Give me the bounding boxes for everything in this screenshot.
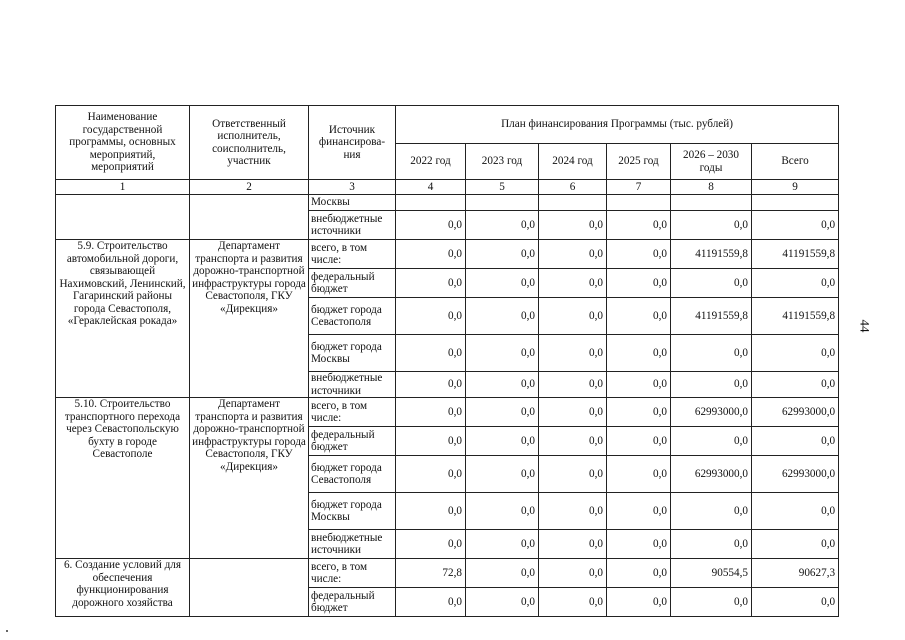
value-cell: 0,0 bbox=[539, 456, 607, 493]
header-year: 2024 год bbox=[539, 144, 607, 180]
source-cell: федеральный бюджет bbox=[309, 269, 396, 298]
program-name-cell: 5.9. Строительство автомобильной дороги, связывающей Нахимовский, Ленинский, Гагаринский районы города Севастополя, «Гераклейская рокада» bbox=[56, 240, 190, 398]
value-cell: 0,0 bbox=[607, 240, 671, 269]
empty-cell bbox=[671, 195, 752, 211]
value-cell: 0,0 bbox=[607, 493, 671, 530]
header-program-name: Наименование государственной программы, основных мероприятий, мероприятий bbox=[56, 106, 190, 180]
value-cell: 72,8 bbox=[396, 559, 466, 588]
value-cell: 62993000,0 bbox=[752, 456, 839, 493]
continuation-source: Москвы bbox=[309, 195, 396, 211]
value-cell: 0,0 bbox=[396, 588, 466, 617]
value-cell: 0,0 bbox=[396, 530, 466, 559]
column-number: 8 bbox=[671, 180, 752, 195]
executor-cell: Департамент транспорта и развития дорожно-транспортной инфраструктуры города Севастополя, ГКУ «Дирекция» bbox=[190, 398, 309, 559]
value-cell: 0,0 bbox=[539, 240, 607, 269]
empty-cell bbox=[396, 195, 466, 211]
value-cell: 0,0 bbox=[539, 298, 607, 335]
value-cell: 0,0 bbox=[466, 530, 539, 559]
continuation-source: внебюджетные источники bbox=[309, 211, 396, 240]
value-cell: 0,0 bbox=[752, 372, 839, 398]
source-cell: внебюджетные источники bbox=[309, 372, 396, 398]
value-cell: 0,0 bbox=[466, 427, 539, 456]
continuation-row bbox=[56, 195, 839, 211]
value-cell: 0,0 bbox=[396, 372, 466, 398]
empty-cell bbox=[466, 195, 539, 211]
value-cell: 41191559,8 bbox=[752, 240, 839, 269]
value-cell: 0,0 bbox=[396, 493, 466, 530]
value-cell: 0,0 bbox=[671, 269, 752, 298]
table-row bbox=[56, 398, 839, 427]
value-cell: 0,0 bbox=[539, 269, 607, 298]
value-cell: 0,0 bbox=[607, 269, 671, 298]
value-cell: 0,0 bbox=[671, 588, 752, 617]
value-cell: 0,0 bbox=[607, 559, 671, 588]
value-cell: 0,0 bbox=[671, 372, 752, 398]
source-cell: федеральный бюджет bbox=[309, 588, 396, 617]
column-number: 9 bbox=[752, 180, 839, 195]
source-cell: федеральный бюджет bbox=[309, 427, 396, 456]
value-cell: 0,0 bbox=[752, 530, 839, 559]
header-row bbox=[56, 106, 839, 144]
value-cell: 0,0 bbox=[466, 298, 539, 335]
value-cell: 41191559,8 bbox=[752, 298, 839, 335]
value-cell: 0,0 bbox=[466, 559, 539, 588]
value-cell: 0,0 bbox=[671, 211, 752, 240]
scan-speck bbox=[6, 630, 8, 632]
empty-cell bbox=[607, 195, 671, 211]
value-cell: 90554,5 bbox=[671, 559, 752, 588]
value-cell: 0,0 bbox=[752, 427, 839, 456]
header-plan: План финансирования Программы (тыс. рублей) bbox=[396, 106, 839, 144]
source-cell: бюджет города Москвы bbox=[309, 493, 396, 530]
value-cell: 0,0 bbox=[539, 211, 607, 240]
value-cell: 62993000,0 bbox=[752, 398, 839, 427]
value-cell: 0,0 bbox=[607, 335, 671, 372]
value-cell: 0,0 bbox=[539, 427, 607, 456]
value-cell: 0,0 bbox=[607, 372, 671, 398]
continuation-row bbox=[56, 211, 839, 240]
financing-table bbox=[55, 105, 839, 617]
value-cell: 0,0 bbox=[396, 456, 466, 493]
value-cell: 0,0 bbox=[607, 211, 671, 240]
table-row bbox=[56, 559, 839, 588]
value-cell: 0,0 bbox=[466, 240, 539, 269]
source-cell: всего, в том числе: bbox=[309, 240, 396, 269]
source-cell: бюджет города Москвы bbox=[309, 335, 396, 372]
column-number: 3 bbox=[309, 180, 396, 195]
value-cell: 0,0 bbox=[466, 493, 539, 530]
value-cell: 0,0 bbox=[466, 588, 539, 617]
table-row bbox=[56, 240, 839, 269]
continuation-empty-cell bbox=[190, 211, 309, 240]
value-cell: 0,0 bbox=[396, 211, 466, 240]
value-cell: 62993000,0 bbox=[671, 456, 752, 493]
value-cell: 0,0 bbox=[607, 530, 671, 559]
value-cell: 0,0 bbox=[539, 398, 607, 427]
value-cell: 0,0 bbox=[396, 269, 466, 298]
value-cell: 0,0 bbox=[752, 493, 839, 530]
value-cell: 0,0 bbox=[607, 427, 671, 456]
value-cell: 0,0 bbox=[396, 398, 466, 427]
header-year: 2025 год bbox=[607, 144, 671, 180]
executor-cell: Департамент транспорта и развития дорожно-транспортной инфраструктуры города Севастополя, ГКУ «Дирекция» bbox=[190, 240, 309, 398]
value-cell: 0,0 bbox=[539, 372, 607, 398]
executor-cell bbox=[190, 559, 309, 617]
value-cell: 0,0 bbox=[671, 530, 752, 559]
source-cell: бюджет города Севастополя bbox=[309, 298, 396, 335]
value-cell: 0,0 bbox=[607, 398, 671, 427]
value-cell: 0,0 bbox=[396, 427, 466, 456]
value-cell: 0,0 bbox=[607, 588, 671, 617]
page-number: 44 bbox=[857, 319, 873, 333]
header-year: Всего bbox=[752, 144, 839, 180]
value-cell: 0,0 bbox=[466, 398, 539, 427]
column-number: 7 bbox=[607, 180, 671, 195]
header-year: 2023 год bbox=[466, 144, 539, 180]
column-number: 6 bbox=[539, 180, 607, 195]
source-cell: всего, в том числе: bbox=[309, 559, 396, 588]
value-cell: 0,0 bbox=[539, 588, 607, 617]
value-cell: 0,0 bbox=[539, 530, 607, 559]
value-cell: 0,0 bbox=[539, 493, 607, 530]
source-cell: всего, в том числе: bbox=[309, 398, 396, 427]
value-cell: 0,0 bbox=[752, 588, 839, 617]
value-cell: 0,0 bbox=[671, 427, 752, 456]
empty-cell bbox=[539, 195, 607, 211]
continuation-empty-cell bbox=[56, 211, 190, 240]
value-cell: 0,0 bbox=[396, 335, 466, 372]
value-cell: 41191559,8 bbox=[671, 240, 752, 269]
value-cell: 0,0 bbox=[396, 240, 466, 269]
value-cell: 0,0 bbox=[466, 269, 539, 298]
value-cell: 0,0 bbox=[539, 335, 607, 372]
value-cell: 41191559,8 bbox=[671, 298, 752, 335]
value-cell: 62993000,0 bbox=[671, 398, 752, 427]
value-cell: 0,0 bbox=[752, 211, 839, 240]
program-name-cell: 5.10. Строительство транспортного перехода через Севастопольскую бухту в городе Севастополе bbox=[56, 398, 190, 559]
value-cell: 0,0 bbox=[752, 335, 839, 372]
column-number: 4 bbox=[396, 180, 466, 195]
header-source: Источник финансирова-ния bbox=[309, 106, 396, 180]
continuation-empty-cell bbox=[56, 195, 190, 211]
column-number: 2 bbox=[190, 180, 309, 195]
value-cell: 0,0 bbox=[466, 335, 539, 372]
header-year: 2026 – 2030 годы bbox=[671, 144, 752, 180]
continuation-empty-cell bbox=[190, 195, 309, 211]
source-cell: внебюджетные источники bbox=[309, 530, 396, 559]
value-cell: 0,0 bbox=[396, 298, 466, 335]
header-year: 2022 год bbox=[396, 144, 466, 180]
value-cell: 0,0 bbox=[539, 559, 607, 588]
header-executor: Ответственный исполнитель, соисполнитель, участник bbox=[190, 106, 309, 180]
value-cell: 0,0 bbox=[671, 335, 752, 372]
value-cell: 90627,3 bbox=[752, 559, 839, 588]
value-cell: 0,0 bbox=[607, 298, 671, 335]
value-cell: 0,0 bbox=[607, 456, 671, 493]
source-cell: бюджет города Севастополя bbox=[309, 456, 396, 493]
value-cell: 0,0 bbox=[466, 211, 539, 240]
value-cell: 0,0 bbox=[466, 456, 539, 493]
value-cell: 0,0 bbox=[466, 372, 539, 398]
empty-cell bbox=[752, 195, 839, 211]
column-number: 5 bbox=[466, 180, 539, 195]
program-name-cell: 6. Создание условий для обеспечения функционирования дорожного хозяйства bbox=[56, 559, 190, 617]
value-cell: 0,0 bbox=[752, 269, 839, 298]
column-numbers-row bbox=[56, 180, 839, 195]
column-number: 1 bbox=[56, 180, 190, 195]
value-cell: 0,0 bbox=[671, 493, 752, 530]
